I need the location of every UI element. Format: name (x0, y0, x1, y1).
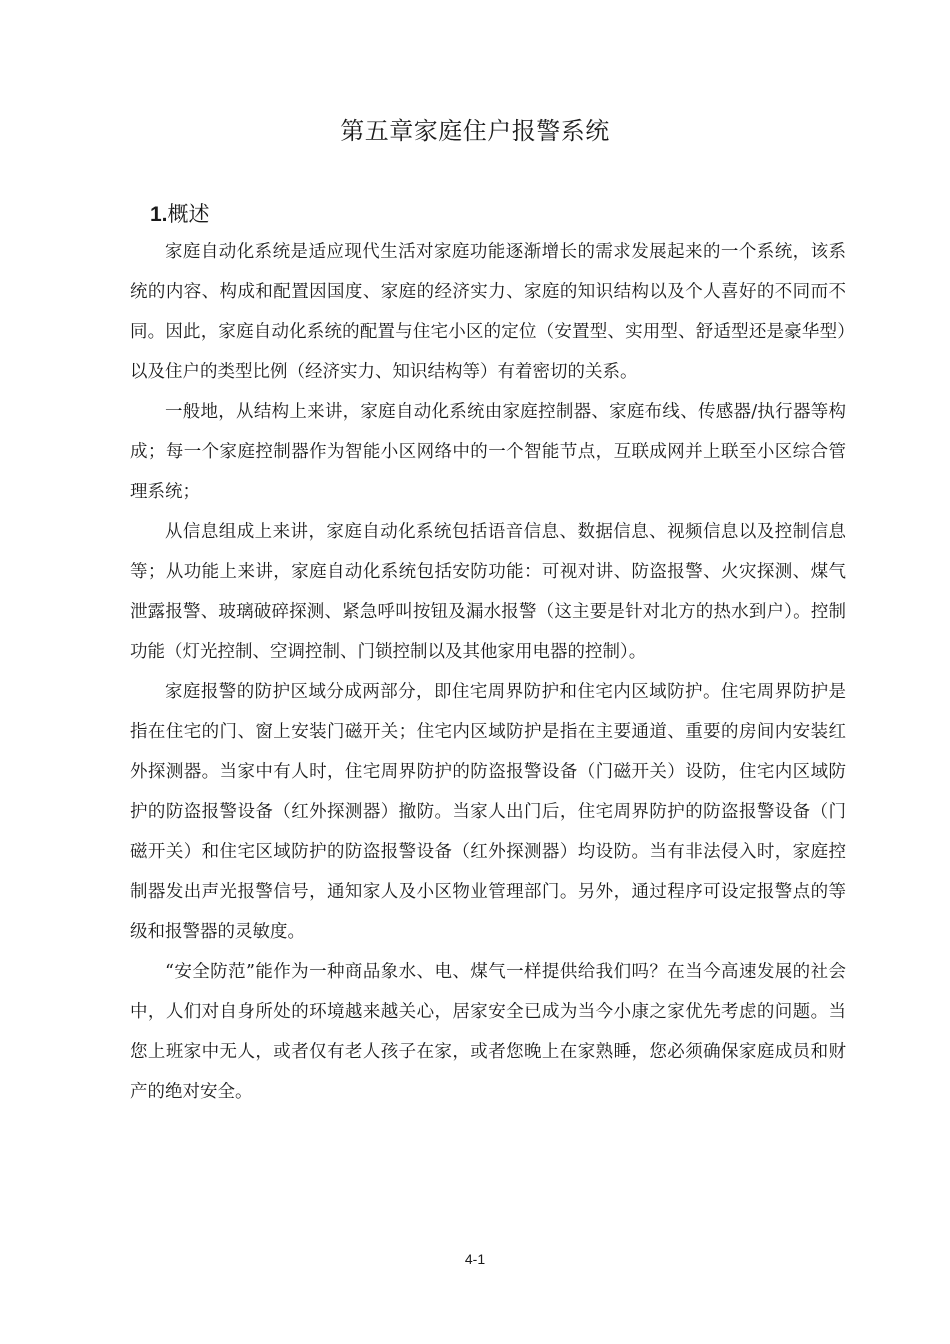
section-number: 1. (150, 203, 168, 226)
paragraph-overview: 家庭自动化系统是适应现代生活对家庭功能逐渐增长的需求发展起来的一个系统，该系统的内容、构成和配置因国度、家庭的经济实力、家庭的知识结构以及个人喜好的不同而不同。因此，家庭自动化系统的配置与住宅小区的定位（安置型、实用型、舒适型还是豪华型）以及住户的类型比例（经济实力、知识结构等）有着密切的关系。 (130, 242, 846, 382)
chapter-title: 第五章家庭住户报警系统 (340, 117, 610, 145)
body-text (130, 232, 846, 1112)
paragraph-functions: 从信息组成上来讲，家庭自动化系统包括语音信息、数据信息、视频信息以及控制信息等；从功能上来讲，家庭自动化系统包括安防功能：可视对讲、防盗报警、火灾探测、煤气泄露报警、玻璃破碎探测、紧急呼叫按钮及漏水报警（这主要是针对北方的热水到户）。控制功能（灯光控制、空调控制、门锁控制以及其他家用电器的控制）。 (130, 522, 846, 662)
section-heading (150, 199, 210, 230)
paragraph-security-service: “安全防范”能作为一种商品象水、电、煤气一样提供给我们吗？在当今高速发展的社会中，人们对自身所处的环境越来越关心，居家安全已成为当今小康之家优先考虑的问题。当您上班家中无人，或者仅有老人孩子在家，或者您晚上在家熟睡，您必须确保家庭成员和财产的绝对安全。 (130, 962, 846, 1102)
paragraph-protection-zones: 家庭报警的防护区域分成两部分，即住宅周界防护和住宅内区域防护。住宅周界防护是指在住宅的门、窗上安装门磁开关；住宅内区域防护是指在主要通道、重要的房间内安装红外探测器。当家中有人时，住宅周界防护的防盗报警设备（门磁开关）设防，住宅内区域防护的防盗报警设备（红外探测器）撤防。当家人出门后，住宅周界防护的防盗报警设备（门磁开关）和住宅区域防护的防盗报警设备（红外探测器）均设防。当有非法侵入时，家庭控制器发出声光报警信号，通知家人及小区物业管理部门。另外，通过程序可设定报警点的等级和报警器的灵敏度。 (130, 682, 846, 942)
page-number: 4-1 (464, 1251, 486, 1267)
section-title: 概述 (167, 202, 210, 226)
paragraph-structure: 一般地，从结构上来讲，家庭自动化系统由家庭控制器、家庭布线、传感器/执行器等构成；每一个家庭控制器作为智能小区网络中的一个智能节点，互联成网并上联至小区综合管理系统； (130, 402, 846, 502)
